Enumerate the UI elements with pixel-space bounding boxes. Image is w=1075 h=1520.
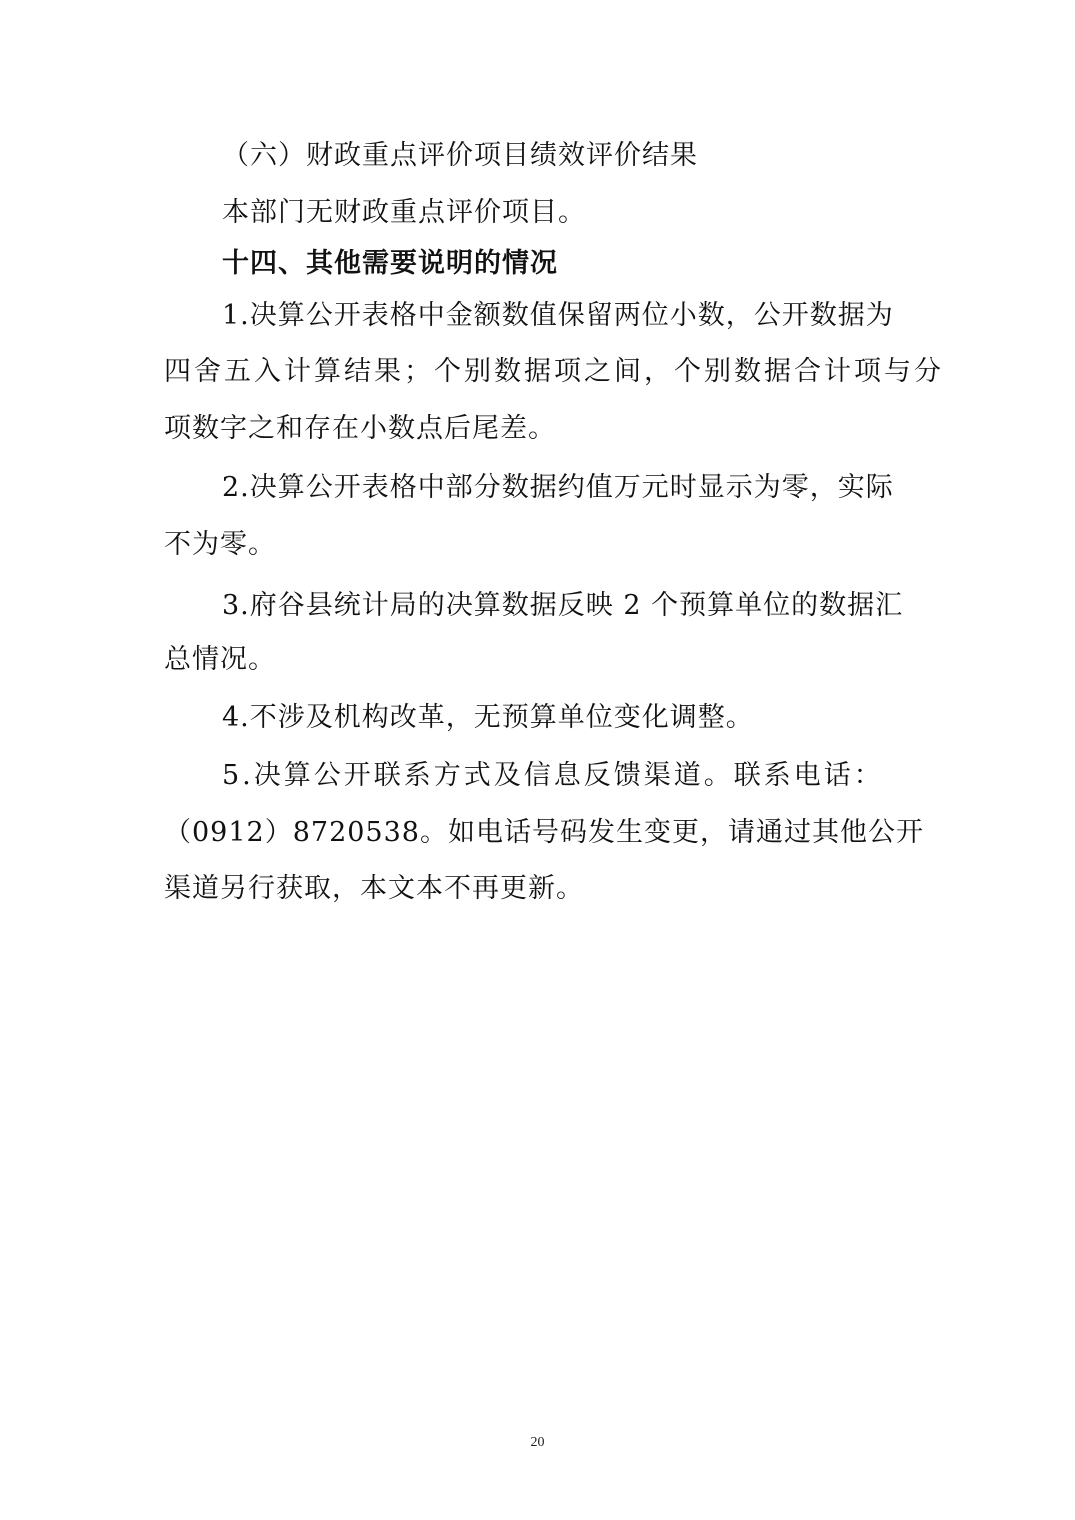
note-2-line-2: 不为零。 <box>164 529 276 560</box>
note-5-line-3: 渠道另行获取，本文本不再更新。 <box>164 873 584 904</box>
note-2-line-1: 2.决算公开表格中部分数据约值万元时显示为零，实际 <box>222 472 894 503</box>
note-1-line-1: 1.决算公开表格中金额数值保留两位小数，公开数据为 <box>222 300 894 331</box>
note-1-line-2: 四舍五入计算结果；个别数据项之间，个别数据合计项与分 <box>164 356 944 387</box>
subheading-body: 本部门无财政重点评价项目。 <box>222 197 586 228</box>
page-number: 20 <box>530 1435 545 1450</box>
note-1-line-3: 项数字之和存在小数点后尾差。 <box>164 413 556 444</box>
note-5-line-2: （0912）8720538。如电话号码发生变更，请通过其他公开 <box>164 817 924 848</box>
note-4-line-1: 4.不涉及机构改革，无预算单位变化调整。 <box>222 702 754 733</box>
note-3-line-2: 总情况。 <box>164 644 276 675</box>
subheading-six: （六）财政重点评价项目绩效评价结果 <box>222 140 698 171</box>
section-heading: 十四、其他需要说明的情况 <box>222 248 558 279</box>
note-3-line-1: 3.府谷县统计局的决算数据反映 2 个预算单位的数据汇 <box>222 590 904 621</box>
note-5-line-1: 5.决算公开联系方式及信息反馈渠道。联系电话： <box>222 760 884 791</box>
